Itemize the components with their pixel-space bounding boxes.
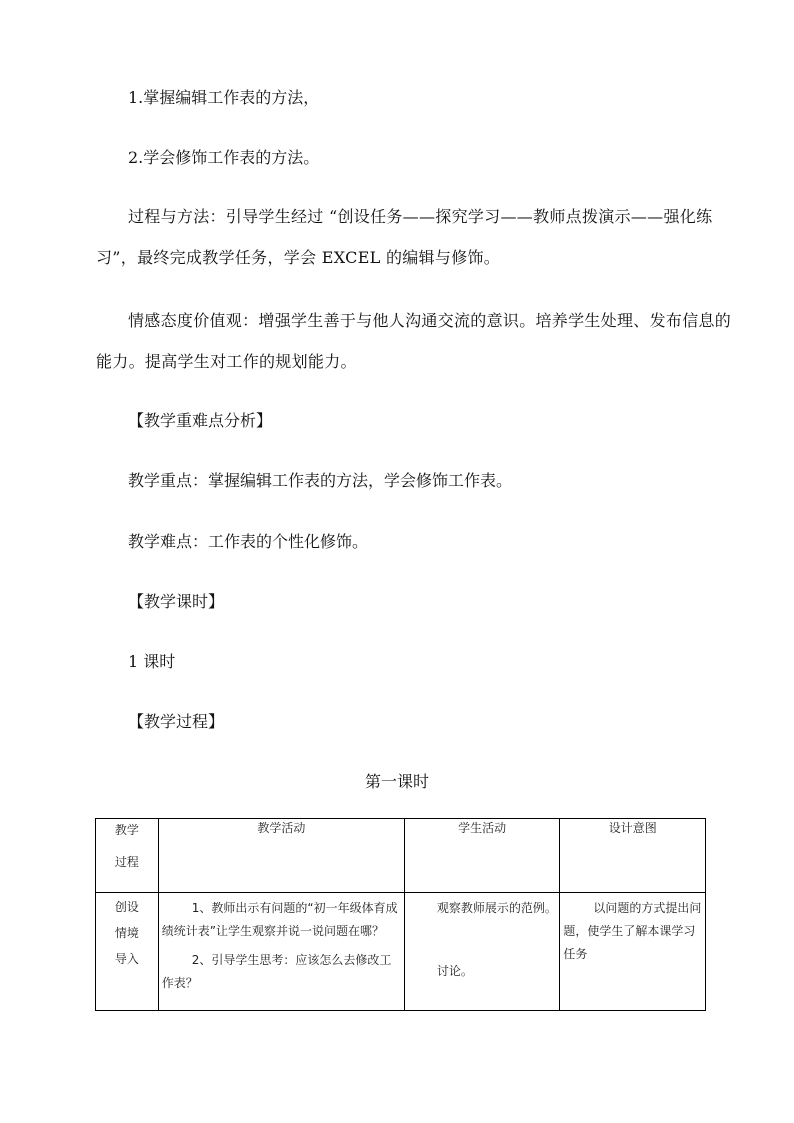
teaching-step-2: 2、引导学生思考：应该怎么去修改工作表？ [161, 953, 392, 990]
key-point: 教学重点：掌握编辑工作表的方法，学会修饰工作表。 [128, 471, 513, 490]
row-stage-line2: 情境 [114, 926, 139, 940]
table-header-row [96, 819, 706, 893]
goal-1: 1.掌握编辑工作表的方法， [128, 88, 320, 107]
row-design-intent [560, 893, 706, 1011]
row-stage-line3: 导入 [114, 952, 139, 966]
hours-heading: 【教学课时】 [128, 592, 225, 611]
row-stage-line1: 创设 [114, 900, 139, 914]
process-method-paragraph: 过程与方法：引导学生经过 “创设任务——探究学习——教师点拨演示——强化练习”，最终完成教学任务，学会 EXCEL 的编辑与修饰。 [96, 207, 713, 267]
goal-2: 2.学会修饰工作表的方法。 [128, 148, 320, 167]
header-stage-line1: 教学 [114, 823, 139, 837]
difficult-point: 教学难点：工作表的个性化修饰。 [128, 532, 369, 551]
student-step-1: 观察教师展示的范例。 [436, 901, 557, 915]
hours-value: 1 课时 [128, 652, 176, 671]
key-difficulty-heading: 【教学重难点分析】 [128, 411, 273, 430]
row-student-activity [404, 893, 560, 1011]
emotion-paragraph: 情感态度价值观：增强学生善于与他人沟通交流的意识。培养学生处理、发布信息的能力。提高学生对工作的规划能力。 [96, 311, 732, 371]
student-step-2: 讨论。 [436, 964, 473, 978]
header-design-intent: 设计意图 [560, 819, 706, 893]
row-stage [96, 893, 159, 1011]
lesson-plan-table [95, 818, 706, 1011]
lesson-title: 第一课时 [364, 772, 429, 791]
teaching-step-1: 1、教师出示有问题的“初一年级体育成绩统计表”让学生观察并说一说问题在哪？ [161, 901, 398, 938]
row-teaching-activity [158, 893, 404, 1011]
header-student-activity: 学生活动 [404, 819, 560, 893]
process-heading: 【教学过程】 [128, 712, 225, 731]
header-stage-line2: 过程 [114, 855, 139, 869]
header-stage [96, 819, 159, 893]
table-row [96, 893, 706, 1011]
header-teaching-activity: 教学活动 [158, 819, 404, 893]
design-intent-text: 以问题的方式提出问题，使学生了解本课学习任务 [563, 901, 702, 961]
